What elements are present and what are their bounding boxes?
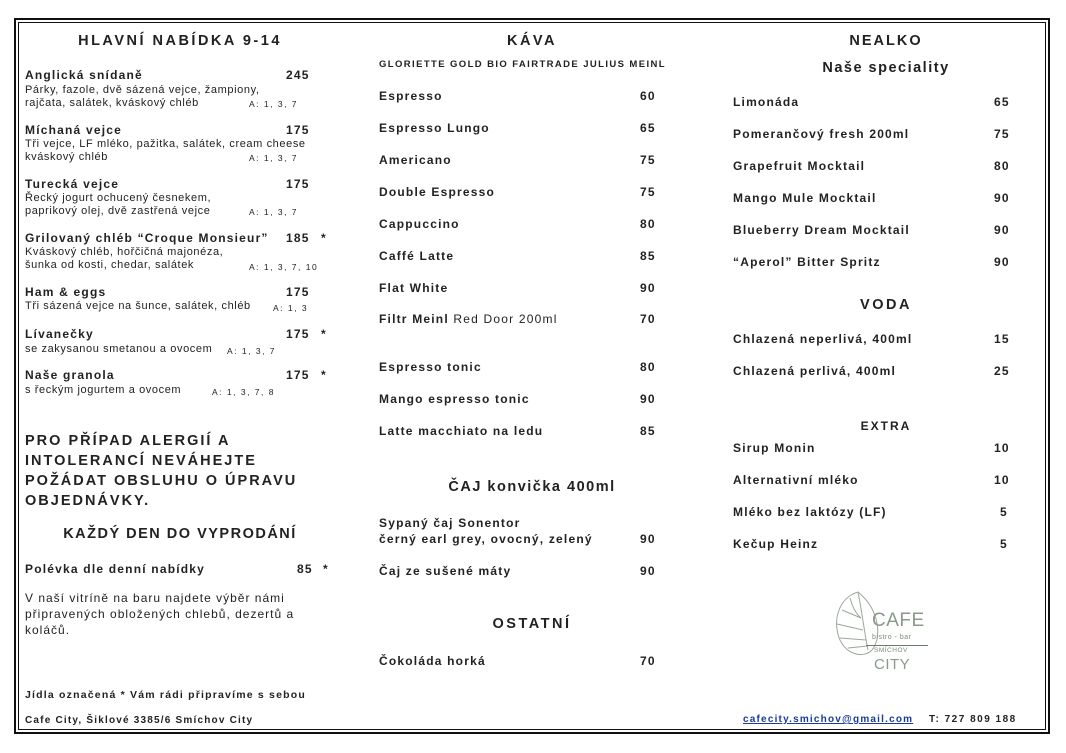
menu-item-description: rajčata, salátek, kváskový chléb — [25, 97, 199, 109]
menu-item-description: se zakysanou smetanou a ovocem — [25, 343, 213, 355]
extra-item-name: Sirup Monin — [733, 441, 816, 455]
extra-item-price: 10 — [994, 473, 1010, 487]
coffee-item-name: Cappuccino — [379, 217, 460, 231]
menu-item-description: šunka od kosti, chedar, salátek — [25, 259, 195, 271]
coffee-item-price: 65 — [640, 121, 656, 135]
extra-item-name: Mléko bez laktózy (LF) — [733, 505, 887, 519]
coffee-item-name: Caffé Latte — [379, 249, 455, 263]
menu-item-price: 175 — [286, 368, 310, 382]
extra-item-name: Kečup Heinz — [733, 537, 819, 551]
coffee-special-price: 90 — [640, 392, 656, 406]
coffee-subheading: GLORIETTE GOLD BIO FAIRTRADE JULIUS MEINL — [379, 59, 666, 70]
soup-name: Polévka dle denní nabídky — [25, 562, 206, 576]
extra-item-name: Alternativní mléko — [733, 473, 859, 487]
menu-item-description: s řeckým jogurtem a ovocem — [25, 384, 182, 396]
tea-item-variants: černý earl grey, ovocný, zelený — [379, 532, 593, 546]
menu-item-price: 185 — [286, 231, 310, 245]
showcase-text: V naší vitríně na baru najdete výběr námi připravených obložených chlebů, dezertů a koláčů. — [25, 591, 295, 637]
other-item-price: 70 — [640, 654, 656, 668]
menu-item-price: 175 — [286, 123, 310, 137]
menu-item-allergens: A: 1, 3, 7 — [249, 207, 299, 217]
tea-item-name: Sypaný čaj Sonentor — [379, 516, 521, 530]
menu-item-name: Grilovaný chléb “Croque Monsieur” — [25, 231, 269, 245]
drink-item-price: 75 — [994, 127, 1010, 141]
menu-item-allergens: A: 1, 3 — [273, 303, 309, 313]
allergy-notice: PRO PŘÍPAD ALERGIÍ A INTOLERANCÍ NEVÁHEJTE POŽÁDAT OBSLUHU O ÚPRAVU OBJEDNÁVKY. — [25, 433, 298, 509]
logo-city: CITY — [874, 656, 911, 673]
filter-coffee-detail: Red Door 200ml — [448, 312, 558, 326]
menu-item-allergens: A: 1, 3, 7 — [227, 346, 277, 356]
menu-item-description: Kváskový chléb, hořčičná majonéza, — [25, 246, 224, 258]
menu-item-price: 175 — [286, 327, 310, 341]
takeaway-star: * — [321, 327, 327, 341]
coffee-item-name: Espresso — [379, 89, 443, 103]
soup-price: 85 — [297, 562, 313, 576]
menu-item-name: Míchaná vejce — [25, 123, 122, 137]
coffee-item-price: 90 — [640, 281, 656, 295]
menu-item-name: Naše granola — [25, 368, 115, 382]
tea-item-price: 90 — [640, 532, 656, 546]
menu-item-price: 175 — [286, 285, 310, 299]
coffee-item-name: Flat White — [379, 281, 449, 295]
coffee-item-price: 85 — [640, 249, 656, 263]
water-heading: VODA — [860, 297, 912, 313]
drink-item-name: Mango Mule Mocktail — [733, 191, 877, 205]
menu-item-allergens: A: 1, 3, 7, 8 — [212, 387, 275, 397]
water-item-price: 25 — [994, 364, 1010, 378]
menu-item-name: Turecká vejce — [25, 177, 120, 191]
phone-number: T: 727 809 188 — [929, 714, 1017, 725]
water-item-name: Chlazená perlivá, 400ml — [733, 364, 896, 378]
menu-item-description: Párky, fazole, dvě sázená vejce, žampiony, — [25, 84, 260, 96]
drink-item-name: “Aperol” Bitter Spritz — [733, 255, 881, 269]
menu-item-allergens: A: 1, 3, 7, 10 — [249, 262, 319, 272]
drink-item-name: Limonáda — [733, 95, 800, 109]
coffee-special-name: Mango espresso tonic — [379, 392, 530, 406]
menu-item-price: 245 — [286, 68, 310, 82]
drink-item-name: Blueberry Dream Mocktail — [733, 223, 910, 237]
logo-smichov: SMÍCHOV — [874, 647, 908, 654]
menu-item-allergens: A: 1, 3, 7 — [249, 99, 299, 109]
coffee-item-price: 75 — [640, 153, 656, 167]
nonalcoholic-heading: NEALKO — [849, 33, 923, 49]
main-menu-heading: HLAVNÍ NABÍDKA 9-14 — [78, 33, 282, 49]
water-item-price: 15 — [994, 332, 1010, 346]
menu-item-description: paprikový olej, dvě zastřená vejce — [25, 205, 211, 217]
drink-item-price: 65 — [994, 95, 1010, 109]
coffee-item-price: 75 — [640, 185, 656, 199]
tea-item-price: 90 — [640, 564, 656, 578]
filter-coffee-name — [379, 312, 558, 326]
coffee-special-price: 80 — [640, 360, 656, 374]
extra-item-price: 10 — [994, 441, 1010, 455]
address: Cafe City, Šiklové 3385/6 Smíchov City — [25, 715, 254, 726]
coffee-heading: KÁVA — [506, 33, 557, 49]
other-item-name: Čokoláda horká — [379, 654, 486, 668]
takeaway-star: * — [323, 562, 329, 576]
coffee-item-price: 60 — [640, 89, 656, 103]
drink-item-price: 90 — [994, 255, 1010, 269]
water-item-name: Chlazená neperlivá, 400ml — [733, 332, 913, 346]
coffee-special-name: Latte macchiato na ledu — [379, 424, 544, 438]
other-heading: OSTATNÍ — [492, 616, 572, 632]
coffee-item-name: Double Espresso — [379, 185, 496, 199]
logo-cafe: CAFE — [872, 610, 925, 631]
menu-item-name: Lívanečky — [25, 327, 94, 341]
drink-item-price: 80 — [994, 159, 1010, 173]
coffee-item-price: 80 — [640, 217, 656, 231]
menu-item-description: kváskový chléb — [25, 151, 108, 163]
menu-item-description: Tři sázená vejce na šunce, salátek, chléb — [25, 300, 251, 312]
extra-item-price: 5 — [1000, 537, 1008, 551]
extra-heading: EXTRA — [860, 419, 912, 433]
drink-item-price: 90 — [994, 223, 1010, 237]
drink-item-name: Grapefruit Mocktail — [733, 159, 866, 173]
menu-item-description: Tři vejce, LF mléko, pažitka, salátek, cream cheese — [25, 138, 306, 150]
coffee-item-name: Americano — [379, 153, 452, 167]
menu-item-allergens: A: 1, 3, 7 — [249, 153, 299, 163]
tea-heading: ČAJ konvička 400ml — [448, 479, 616, 495]
email-link[interactable]: cafecity.smichov@gmail.com — [743, 714, 914, 725]
takeaway-star: * — [321, 231, 327, 245]
menu-item-name: Ham & eggs — [25, 285, 107, 299]
coffee-special-name: Espresso tonic — [379, 360, 482, 374]
tea-item-name: Čaj ze sušené máty — [379, 564, 512, 578]
menu-item-price: 175 — [286, 177, 310, 191]
drink-item-name: Pomerančový fresh 200ml — [733, 127, 910, 141]
takeaway-star: * — [321, 368, 327, 382]
specialties-heading: Naše speciality — [822, 60, 950, 76]
daily-heading: KAŽDÝ DEN DO VYPRODÁNÍ — [63, 526, 297, 542]
drink-item-price: 90 — [994, 191, 1010, 205]
takeaway-note: Jídla označená * Vám rádi připravíme s sebou — [25, 689, 306, 701]
filter-coffee-brand: Filtr Meinl — [379, 312, 449, 326]
cafe-city-logo — [828, 584, 928, 676]
menu-item-description: Řecký jogurt ochucený česnekem, — [25, 192, 212, 204]
menu-item-name: Anglická snídaně — [25, 68, 143, 82]
coffee-special-price: 85 — [640, 424, 656, 438]
extra-item-price: 5 — [1000, 505, 1008, 519]
logo-bistro-bar: bistro - bar — [872, 634, 912, 641]
logo-divider — [866, 645, 928, 646]
coffee-item-name: Espresso Lungo — [379, 121, 490, 135]
filter-coffee-price: 70 — [640, 312, 656, 326]
